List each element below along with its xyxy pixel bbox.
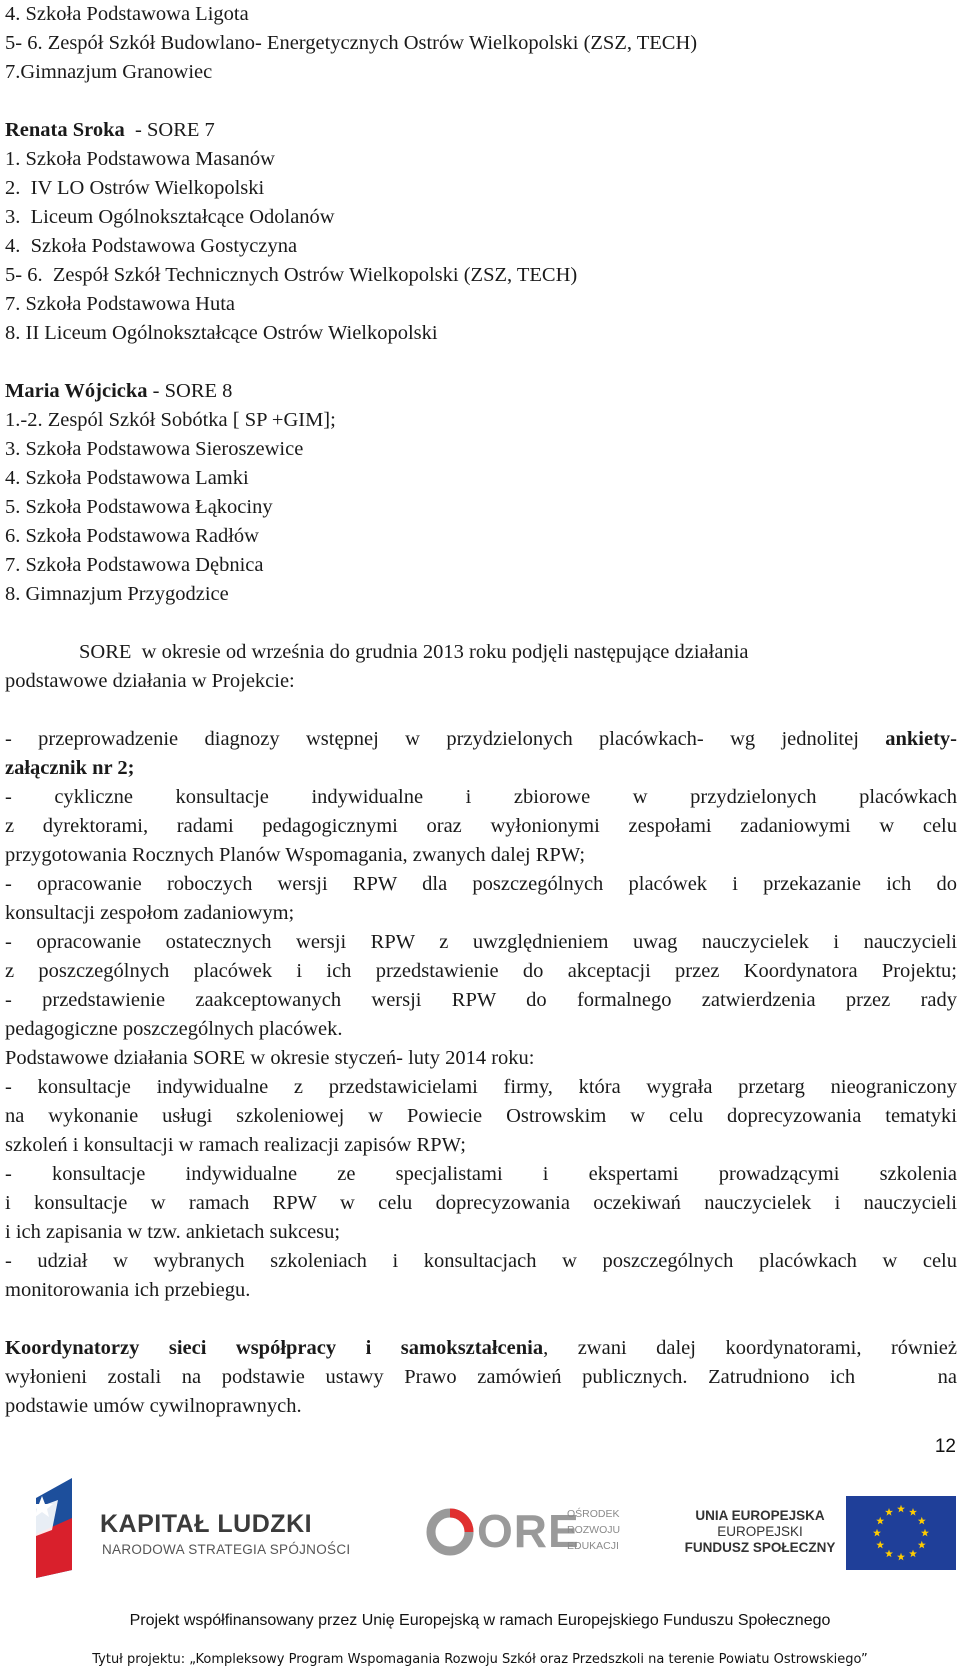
attachment-ref: ankiety- <box>885 728 957 750</box>
list-item: 8. II Liceum Ogólnokształcące Ostrów Wielkopolski <box>5 322 438 344</box>
bullet-line: - konsultacje indywidualne z przedstawicielami firmy, która wygrała przetarg nieograniczony <box>5 1076 957 1098</box>
list-item: 5. Szkoła Podstawowa Łąkociny <box>5 496 273 518</box>
sore8-heading <box>5 377 957 406</box>
bullet-line: pedagogiczne poszczególnych placówek. <box>5 1018 343 1040</box>
list-item: 4. Szkoła Podstawowa Gostyczyna <box>5 235 298 257</box>
bullet-line: szkoleń i konsultacji w ramach realizacji zapisów RPW; <box>5 1134 466 1156</box>
ore-description: OŚRODEK ROZWOJU EDUKACJI <box>567 1508 621 1552</box>
bullet-line: - opracowanie roboczych wersji RPW dla poszczególnych placówek i przekazanie ich do <box>5 873 957 895</box>
bullet-line: przygotowania Rocznych Planów Wspomagania, zwanych dalej RPW; <box>5 844 586 866</box>
paragraph-line: podstawie umów cywilnoprawnych. <box>5 1395 302 1417</box>
kapital-ludzki-subtitle: NARODOWA STRATEGIA SPÓJNOŚCI <box>102 1542 351 1557</box>
list-item: 5- 6. Zespół Szkół Budowlano- Energetycznych Ostrów Wielkopolski (ZSZ, TECH) <box>5 32 698 54</box>
bullet-line: - udział w wybranych szkoleniach i konsultacjach w poszczególnych placówkach w celu <box>5 1250 957 1272</box>
kapital-ludzki-logo <box>30 1478 360 1578</box>
bullet-line: monitorowania ich przebiegu. <box>5 1279 251 1301</box>
list-item: 4. Szkoła Podstawowa Ligota <box>5 3 249 25</box>
list-item: 3. Szkoła Podstawowa Sieroszewice <box>5 438 304 460</box>
list-item: 4. Szkoła Podstawowa Lamki <box>5 467 249 489</box>
bullet-line: z dyrektorami, radami pedagogicznymi oraz wyłonionymi zespołami zadaniowymi w celu <box>5 815 957 837</box>
paragraph-line: SORE w okresie od września do grudnia 2013 roku podjęli następujące działania <box>79 641 749 663</box>
list-item: 6. Szkoła Podstawowa Radłów <box>5 525 259 547</box>
bullet-line: i konsultacje w ramach RPW w celu doprecyzowania oczekiwań nauczycielek i nauczycieli <box>5 1192 957 1214</box>
eu-fund-text: UNIA EUROPEJSKA EUROPEJSKI FUNDUSZ SPOŁECZNY <box>684 1508 836 1555</box>
coordinators-term: Koordynatorzy sieci współpracy i samokształcenia <box>5 1337 544 1359</box>
spacer <box>5 87 957 116</box>
spacer <box>5 348 957 377</box>
ore-logo <box>425 1500 625 1570</box>
spacer <box>5 1305 957 1334</box>
footer-project-title: Tytuł projektu: „Kompleksowy Program Wspomagania Rozwoju Szkół oraz Przedszkoli na terenie Powiatu Ostrowskiego” <box>92 1652 868 1667</box>
list-item: 2. IV LO Ostrów Wielkopolski <box>5 177 265 199</box>
footer-cofinancing: Projekt współfinansowany przez Unię Europejską w ramach Europejskiego Funduszu Społecznego <box>129 1612 831 1629</box>
list-item: 7. Szkoła Podstawowa Huta <box>5 293 236 315</box>
document-body <box>5 0 957 1421</box>
bullet-line: - konsultacje indywidualne ze specjalistami i ekspertami prowadzącymi szkolenia <box>5 1163 957 1185</box>
list-item: 7.Gimnazjum Granowiec <box>5 61 213 83</box>
bullet-line: konsultacji zespołom zadaniowym; <box>5 902 295 924</box>
sore7-suffix: - SORE 7 <box>124 119 215 141</box>
list-item: 1. Szkoła Podstawowa Masanów <box>5 148 275 170</box>
bullet-line: - cykliczne konsultacje indywidualne i zbiorowe w przydzielonych placówkach <box>5 786 957 808</box>
ore-ring-icon <box>425 1506 475 1562</box>
sore7-name: Renata Sroka <box>5 119 125 141</box>
list-item: 7. Szkoła Podstawowa Dębnica <box>5 554 264 576</box>
spacer <box>5 696 957 725</box>
kapital-ludzki-title: KAPITAŁ LUDZKI <box>100 1510 313 1538</box>
bullet-line: i ich zapisania w tzw. ankietach sukcesu; <box>5 1221 341 1243</box>
list-item: 1.-2. Zespól Szkół Sobótka [ SP +GIM]; <box>5 409 336 431</box>
sore8-name: Maria Wójcicka <box>5 380 148 402</box>
bullet-line: z poszczególnych placówek i ich przedstawienie do akceptacji przez Koordynatora Projektu; <box>5 960 957 982</box>
list-item: 5- 6. Zespół Szkół Technicznych Ostrów Wielkopolski (ZSZ, TECH) <box>5 264 578 286</box>
kapital-ludzki-emblem-icon <box>30 1478 96 1578</box>
spacer <box>5 609 957 638</box>
bullet-line: - przedstawienie zaakceptowanych wersji RPW do formalnego zatwierdzenia przez rady <box>5 989 957 1011</box>
sore8-suffix: - SORE 8 <box>147 380 233 402</box>
eu-flag-icon <box>846 1496 956 1570</box>
paragraph-line: wyłonieni zostali na podstawie ustawy Prawo zamówień publicznych. Zatrudniono ich na <box>5 1366 957 1388</box>
list-item: 3. Liceum Ogólnokształcące Odolanów <box>5 206 335 228</box>
ore-letters: ORE <box>477 1505 580 1557</box>
bullet-line: - przeprowadzenie diagnozy wstępnej w przydzielonych placówkach- wg jednolitej ankiety- <box>5 728 957 750</box>
paragraph-line: podstawowe działania w Projekcie: <box>5 670 295 692</box>
sore7-heading <box>5 116 957 145</box>
bullet-line: na wykonanie usługi szkoleniowej w Powiecie Ostrowskim w celu doprecyzowania tematyki <box>5 1105 957 1127</box>
page-number: 12 <box>934 1436 956 1457</box>
list-item: 8. Gimnazjum Przygodzice <box>5 583 229 605</box>
section-heading: Podstawowe działania SORE w okresie styczeń- luty 2014 roku: <box>5 1047 535 1069</box>
bullet-line: załącznik nr 2; <box>5 757 135 779</box>
bullet-line: - opracowanie ostatecznych wersji RPW z uwzględnieniem uwag nauczycielek i nauczycieli <box>5 931 957 953</box>
paragraph-line: Koordynatorzy sieci współpracy i samokształcenia, zwani dalej koordynatorami, również <box>5 1337 957 1359</box>
